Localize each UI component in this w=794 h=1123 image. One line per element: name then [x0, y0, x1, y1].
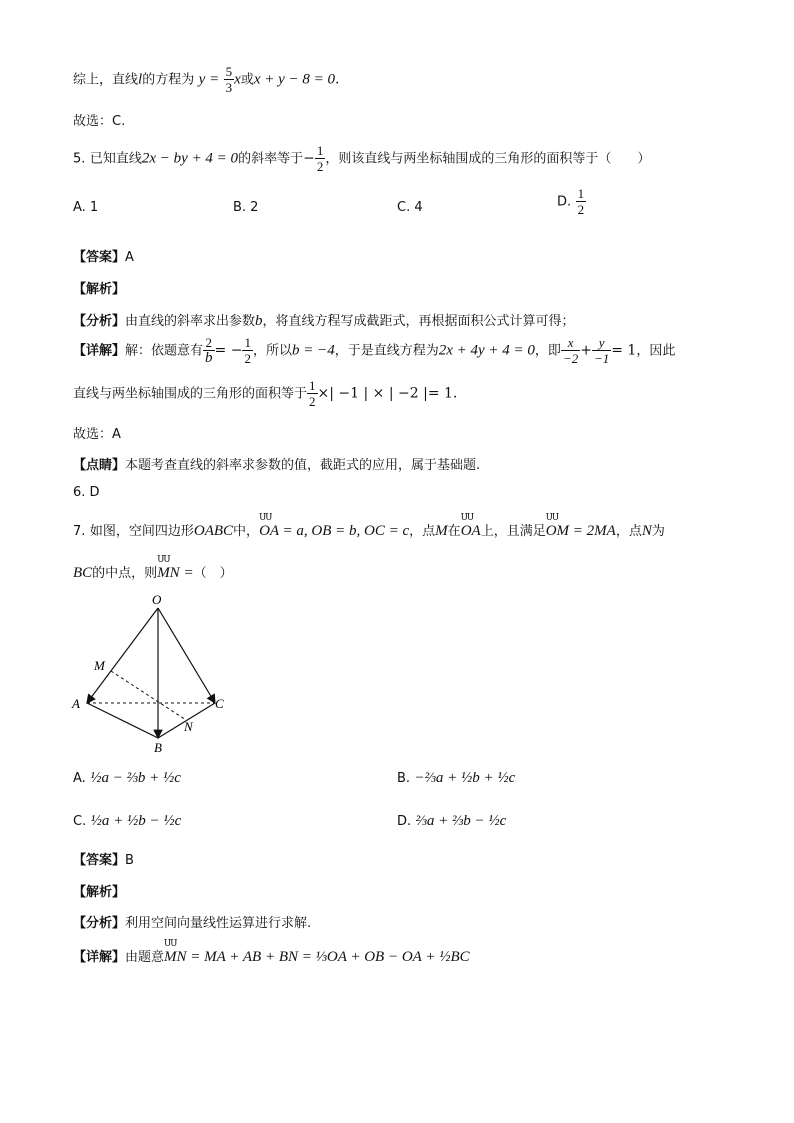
- detail-expr: ՍՍ MN = MA + AB + BN = ⅓OA + OB − OA + ½BC: [164, 949, 470, 966]
- q7-mn: ՍՍ MN =: [157, 565, 193, 582]
- frac-num: 1: [244, 335, 251, 350]
- detail-frac-2b: [203, 335, 215, 366]
- answer-tag: 【答案】: [73, 853, 126, 868]
- q7-detail: [73, 946, 470, 966]
- q7-text-c: ，点: [409, 524, 436, 539]
- frac-num: 2: [203, 335, 215, 351]
- detail-d: ，即: [534, 343, 561, 359]
- q5-option-c: C. 4: [397, 200, 423, 215]
- q7-option-c: [73, 813, 181, 830]
- frac-num: 1: [577, 186, 585, 201]
- label-n: N: [184, 719, 193, 734]
- option-label: D.: [397, 814, 412, 829]
- q5-choice: 故选：A: [73, 427, 121, 442]
- comment-text: 本题考查直线的斜率求参数的值，截距式的应用，属于基础题.: [125, 458, 481, 473]
- q7-oa: ՍՍ OA: [461, 523, 481, 540]
- answer-value: B: [125, 853, 134, 868]
- q5-stem: [73, 143, 650, 174]
- frac-den: 2: [244, 351, 251, 366]
- frac-num: y: [592, 335, 611, 351]
- q5-text-a: 已知直线: [89, 151, 142, 167]
- fenxi-b: b: [255, 313, 263, 329]
- q5-slope-fraction: [315, 143, 326, 174]
- fenxi-rest: ，将直线方程写成截距式，再根据面积公式计算可得；: [262, 314, 575, 329]
- q5-number: 5.: [73, 151, 86, 167]
- q5-detail-line1: [73, 335, 675, 366]
- q5-option-d: [557, 186, 586, 217]
- fenxi-tag: 【分析】: [73, 916, 126, 931]
- option-expr: ⅔a + ⅔b − ½c: [415, 813, 507, 829]
- q5-answer: [73, 246, 134, 265]
- fenxi-tag: 【分析】: [73, 314, 126, 329]
- var-l: l: [138, 71, 143, 88]
- q7-om: ՍՍ OM = 2MA: [546, 523, 616, 540]
- label-o: O: [152, 592, 162, 607]
- detail-a: 解：依题意有: [125, 343, 204, 359]
- q5-slope-sign: −: [303, 150, 315, 167]
- option-label: A.: [73, 771, 86, 786]
- prev-choice: 故选：C.: [73, 114, 126, 129]
- summary-eq2: x + y − 8 = 0: [253, 71, 336, 88]
- q7-analysis-tag: 【解析】: [73, 885, 126, 900]
- detail-eq3: = 1: [611, 342, 637, 359]
- frac-num: 1: [316, 143, 324, 158]
- frac-den: b: [205, 350, 213, 366]
- label-m: M: [94, 658, 105, 673]
- q5-option-d-fraction: [576, 186, 587, 217]
- frac-num: 1: [309, 378, 316, 393]
- q6: 6. D: [73, 485, 100, 500]
- q5-option-b: B. 2: [233, 200, 259, 215]
- detail-tag: 【详解】: [73, 343, 126, 359]
- answer-tag: 【答案】: [73, 250, 126, 265]
- option-label: B.: [397, 771, 411, 786]
- frac-num: x: [561, 335, 580, 351]
- comment-tag: 【点睛】: [73, 458, 126, 473]
- q7-vectors: ՍՍ OA = a, OB = b, OC = c: [259, 523, 409, 540]
- fenxi-text: 由直线的斜率求出参数: [125, 314, 256, 329]
- detail-e: ，因此: [636, 343, 676, 359]
- q7-text-h: 的中点，则: [92, 566, 158, 581]
- q7-option-d: [397, 813, 506, 830]
- q7-n: N: [641, 523, 652, 539]
- frac-den: −1: [593, 351, 610, 366]
- q7-text-e: 上，且满足: [480, 524, 546, 539]
- detail-b-val: b = −4: [291, 342, 335, 359]
- summary-line: [73, 64, 339, 95]
- q7-text-f: ，点: [615, 524, 642, 539]
- edge-oa: [87, 608, 158, 703]
- q7-option-b: [397, 770, 515, 787]
- q7-m: M: [435, 523, 448, 539]
- answer-value: A: [125, 250, 134, 265]
- detail-tag: 【详解】: [73, 950, 126, 965]
- q5-text-c: ，则该直线与两坐标轴围成的三角形的面积等于（ ）: [325, 151, 651, 167]
- summary-fraction: [224, 64, 235, 95]
- q7-bc: BC: [73, 565, 93, 581]
- option-expr: −⅔a + ½b + ½c: [414, 770, 516, 786]
- summary-mid: 的方程为: [142, 72, 195, 88]
- detail-c: ，于是直线方程为: [334, 343, 439, 359]
- frac-den: 3: [225, 80, 233, 95]
- frac-den: 2: [577, 202, 585, 217]
- summary-x: x: [234, 71, 241, 88]
- summary-prefix: 综上，直线: [73, 72, 139, 88]
- q5-fenxi: [73, 310, 575, 330]
- q5-option-d-label: D.: [557, 194, 572, 210]
- option-label: C.: [73, 814, 87, 829]
- detail-eq: = −: [214, 342, 243, 359]
- edge-oc: [158, 608, 215, 703]
- detail-eq2: 2x + 4y + 4 = 0: [438, 342, 535, 359]
- area-fraction: [307, 378, 318, 409]
- q7-text-d: 在: [447, 524, 461, 539]
- q7-text-a: 如图，空间四边形: [89, 524, 194, 539]
- q7-text-b: 中，: [233, 524, 260, 539]
- frac-den: 2: [309, 394, 316, 409]
- fenxi-text: 利用空间向量线性运算进行求解.: [125, 916, 312, 931]
- option-expr: ½a − ⅔b + ½c: [90, 770, 181, 786]
- segment-mn: [111, 671, 186, 720]
- option-expr: ½a + ½b − ½c: [90, 813, 182, 829]
- area-rest: ×| −1 | × | −2 |= 1.: [317, 385, 458, 402]
- summary-lhs: y =: [198, 71, 220, 88]
- q7-stem-line2: [73, 562, 233, 582]
- detail-text: 由题意: [125, 950, 165, 965]
- label-c: C: [215, 696, 224, 711]
- q5-comment: [73, 454, 480, 473]
- detail-plus: +: [580, 342, 592, 359]
- label-a: A: [72, 696, 80, 711]
- detail-frac-half: [242, 335, 253, 366]
- q7-stem-line1: [73, 520, 665, 540]
- q7-text-i: （ ）: [193, 566, 233, 581]
- summary-or: 或: [240, 72, 254, 88]
- detail-frac-x: [561, 335, 580, 366]
- detail-frac-y: [592, 335, 611, 366]
- q7-number: 7.: [73, 524, 86, 539]
- edge-ab: [87, 703, 158, 738]
- frac-num: 5: [225, 64, 233, 79]
- q7-option-a: [73, 770, 181, 787]
- q5-equation: 2x − by + 4 = 0: [141, 150, 239, 167]
- detail-b: ，所以: [252, 343, 292, 359]
- q7-text-g: 为: [651, 524, 665, 539]
- label-b: B: [154, 740, 162, 755]
- q5-text-b: 的斜率等于: [238, 151, 304, 167]
- frac-den: −2: [562, 351, 579, 366]
- q7-answer: [73, 849, 134, 868]
- q5-analysis-tag: 【解析】: [73, 282, 126, 297]
- tetrahedron-figure: [70, 590, 240, 760]
- summary-end: .: [335, 71, 340, 88]
- q5-option-a: A. 1: [73, 200, 99, 215]
- q7-fenxi: [73, 912, 311, 931]
- q5-detail-line2: [73, 378, 457, 409]
- q7-oabc: OABC: [193, 523, 234, 539]
- detail-line2: 直线与两坐标轴围成的三角形的面积等于: [73, 386, 308, 402]
- frac-den: 2: [316, 159, 324, 174]
